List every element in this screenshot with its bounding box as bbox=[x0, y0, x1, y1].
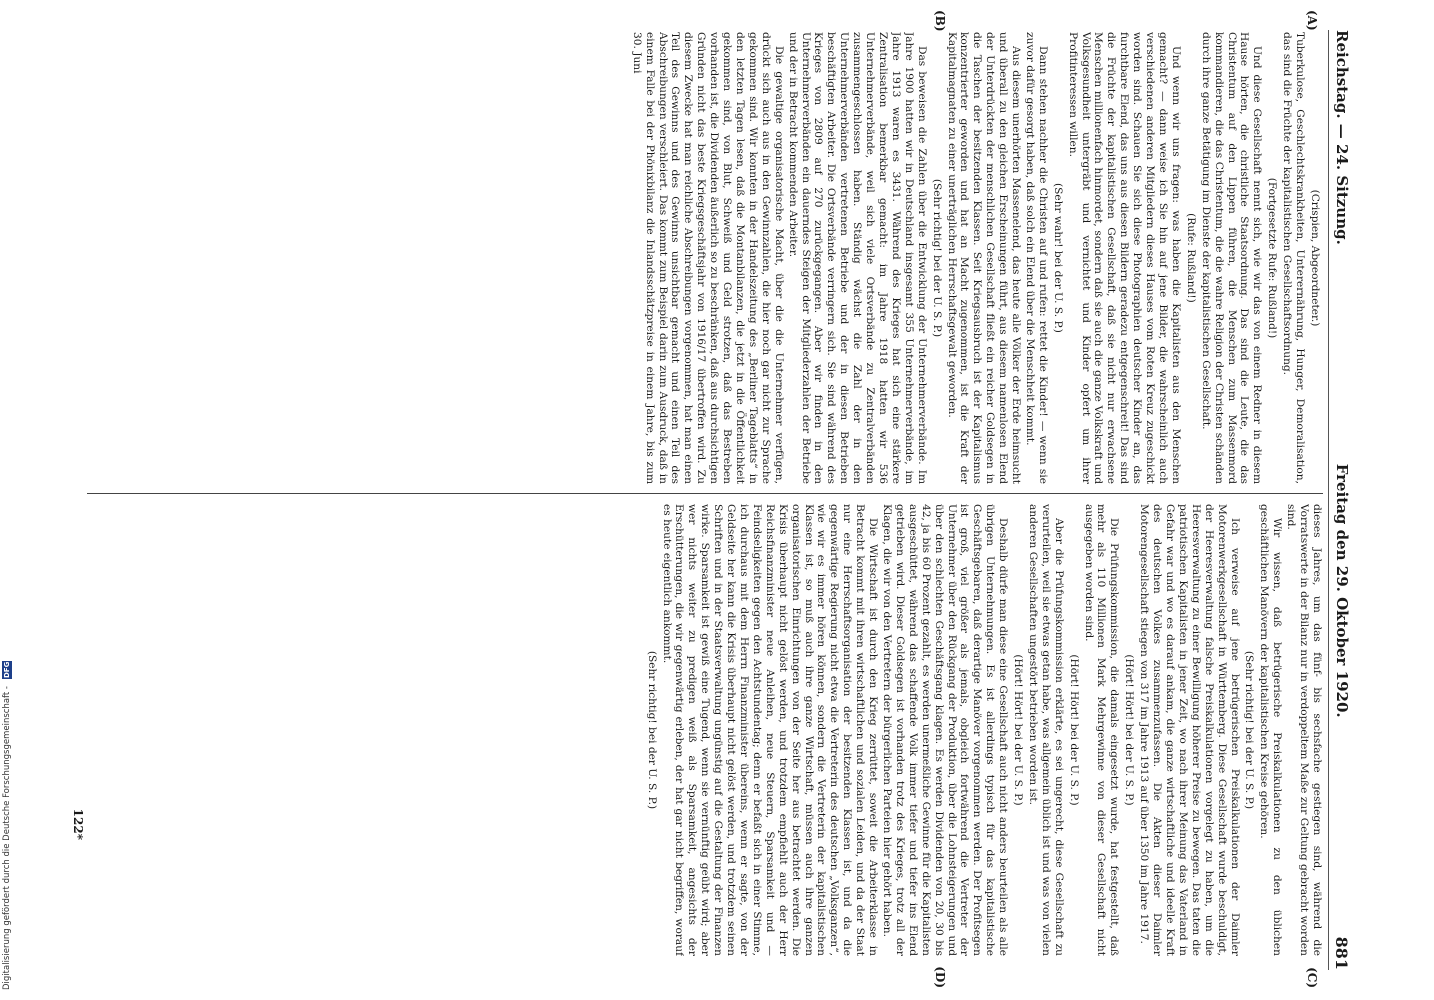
paragraph: Und wenn wir uns fragen: was haben die Kapitalisten aus den Menschen gemacht? — dann weise ich Sie hin auf jene Bilder, die wahrscheinlich auch verschiedenen anderen Mitgliedern dieses Hauses vom Roten Kreuz zugeschickt worden sind. Schauen Sie sich diese Photographien deutscher Kinder an, das furchtbare Elend, das uns aus diesen Bildern geradezu entgegenschreit! Das sind die Früchte der kapitalistischen Gesellschaft, daß sie nicht nur erwachsene Menschen millionenfach hinmordet, sondern daß sie auch die ganze Volkskraft und Volksgesundheit untergräbt und vernichtet und Kinder opfert um ihrer Profitinteressen willen. bbox=[1066, 32, 1182, 484]
interjection: (Sehr richtig! bei der U. S. P.) bbox=[645, 650, 658, 810]
margin-marker-c: (C) bbox=[1305, 967, 1319, 988]
paragraph: Und diese Gesellschaft nennt sich, wie wir das von einem Redner in diesem Hause hörten, die christliche Staatsordnung. Das sind die Leute, die das Christentum auf den Lippen führen, die Menschen zum Massenmord kommandieren, die das Christentum, die die wahre Religion der Christen schänden durch ihre ganze Betätigung im Dienste der kapitalistischen Gesellschaft. bbox=[1199, 32, 1264, 484]
header-right-title: Freitag den 29. Oktober 1920. bbox=[1333, 463, 1351, 718]
left-column bbox=[91, 32, 1323, 484]
margin-marker-b: (B) bbox=[933, 10, 947, 32]
column-divider bbox=[87, 493, 1323, 494]
paragraph: Die Prüfungskommission, die damals eingesetzt wurde, hat festgestellt, daß mehr als 110 Millionen Mark Mehrgewinne von dieser Gesellschaft nicht ausgegeben worden sind. bbox=[1082, 504, 1121, 956]
speaker-line: (Crispien, Abgeordneter.) bbox=[1309, 189, 1321, 327]
interjection: (Hört! Hört! bei der U. S. P.) bbox=[1067, 654, 1080, 806]
paragraph: Die Wirtschaft ist durch den Krieg zerrüttet, soweit die Arbeiterklasse in Betracht kommt mit ihren wirtschaftlichen und sozialen Leiden, und da der Staat nur eine Herrschaftsorganisation der besitzenden Klassen ist, und da die gegenwärtige Regierung nicht etwa die Vertreterin des deutschen „Volksganzen“, wie wir es immer hören können, sondern die Vertreterin der kapitalistischen Klassen ist, so muß auch ihre ganze Wirtschaft, müssen auch ihre ganzen organisatorischen Einrichtungen von der Seite her aus betrachtet werden. Die Krisis überhaupt nicht gelöst werden, und trotzdem empfiehlt auch der Herr Reichsfinanzminister neue Anleihen, neue Steuern, Sparsamkeit und — Feindseligkeiten gegen den Achtstundentag; denn er befaßt sich in einer Stimme, ich durchaus mit dem Herrn Finanzminister übereins, wenn er sagte, von der Geldseite her kann die Krisis überhaupt nicht gelöst werden, und trotzdem seinen Schriften und in der Staatsverwaltung ungünstig auf die Gestaltung der Finanzen wirke. Sparsamkeit ist gewiß eine Tugend, wenn sie vernünftig geübt wird; aber wer nichts weiter zu predigen weiß als Sparsamkeit, angesichts der Erschütterungen, die wir gegenwärtig erleben, der hat gar nicht begriffen, worauf es heute eigentlich ankommt. bbox=[660, 504, 880, 956]
paragraph: Deshalb dürfe man diese eine Gesellschaft auch nicht anders beurteilen als alle übrigen Unternehmungen. Es ist allerdings typisch für das kapitalistische Geschäftsgebaren, daß derartige Manöver vorgenommen werden. Der Profitsegen ist groß, viel größer als jemals, obgleich fortwährend die Vertreter der Unternehmer über den Rückgang der Produktion, über die Lohnsteigerungen und über den schlechten Geschäftsgang klagen. Es werden Dividenden von 20, 30 bis 42, ja bis 60 Prozent gezahlt, es werden unermeßliche Gewinne für die Kapitalisten ausgeschüttet, während das schaffende Volk immer tiefer und tiefer ins Elend getrieben wird. Dieser Goldsegen ist vorhanden trotz des Krieges, trotz all der Klagen, die wir von den Vertretern der bürgerlichen Parteien hier gehört haben. bbox=[881, 504, 1010, 956]
interjection: (Fortgesetzte Rufe: Rußland!) bbox=[1266, 177, 1279, 339]
paragraph: Aber die Prüfungskommission erklärte, es sei ungerecht, diese Gesellschaft zu verurteilen, weil sie etwas getan habe, was allgemein üblich ist und was von vielen anderen Gesellschaften ungestört betrieben worden ist. bbox=[1026, 504, 1065, 956]
interjection: (Sehr richtig! bei der U. S. P.) bbox=[1243, 650, 1256, 810]
interjection: (Hört! Hört! bei der U. S. P.) bbox=[1012, 654, 1025, 806]
digitization-credit bbox=[2, 460, 14, 990]
paragraph: Tuberkulose, Geschlechtskrankheiten, Unterernährung, Hunger, Demoralisation, das sind die Früchte der kapitalistischen Gesellschaftsordnung. bbox=[1281, 32, 1307, 484]
page-number: 881 bbox=[1332, 936, 1352, 970]
paragraph: Ich verweise auf jene betrügerischen Preiskalkulationen der Daimler Motorenwerkgesellschaft in Württemberg. Diese Gesellschaft wurde beschuldigt, der Heeresverwaltung falsche Preiskalkulationen vorgelegt zu haben, um die Heeresverwaltung zu einer Bewilligung höherer Preise zu bewegen. Das taten die patriotischen Kapitalisten in jener Zeit, wo nach ihrer Meinung das Vaterland in Gefahr war und wo es darauf ankam, die ganze wirtschaftliche und ideelle Kraft des deutschen Volkes zusammenzufassen. Die Akten dieser Daimler Motorengesellschaft stiegen von 317 im Jahre 1913 auf über 1350 im Jahre 1917. bbox=[1138, 504, 1241, 956]
page-header bbox=[1328, 30, 1355, 970]
page-footer-signature: 122* bbox=[71, 808, 85, 840]
interjection: (Rufe: Rußland!) bbox=[1184, 213, 1197, 303]
margin-marker-d: (D) bbox=[933, 966, 947, 988]
document-page bbox=[67, 10, 1367, 990]
interjection: (Sehr richtig! bei der U. S. P.) bbox=[930, 178, 943, 338]
paragraph: Die gewaltige organisatorische Macht, über die die Unternehmer verfügen, drückt sich auch aus in den Gewinnzahlen, die hier noch gar nicht zur Sprache gekommen sind. Wir konnten in der Handelszeitung des „Berliner Tageblatts“ in den letzten Tagen lesen, daß die Montanbilanzen, die jetzt in die Öffentlichkeit gekommen sind, von Blut, Schweiß und Geld strotzen, daß das Bestreben vorhanden ist, die Dividenden äußerlich so zu beschränken, daß aus durchsichtigen Gründen nicht das beste Kriegsgeschäftsjahr von 1916/17 übertroffen wird. Zu diesem Zwecke hat man reichliche Abschreibungen vorgenommen, hat man einen Teil des Gewinns und des Gewinns unsichtbar gemacht und einen Teil des Abschreibungen verschleiert. Das kommt zum Beispiel darin zum Ausdruck, daß in einem Falle bei der Phönixbilanz die Inlandsschätzpreise in einem Jahre, bis zum 30. Juni bbox=[630, 32, 785, 484]
paragraph: Dann stehen nachher die Christen auf und rufen: rettet die Kinder! — wenn sie zuvor dafür gesorgt haben, daß solch ein Elend über die Menschheit kommt. bbox=[1023, 32, 1049, 484]
dfg-logo: DFG bbox=[3, 661, 11, 679]
paragraph: Aus diesem unerhörten Massenelend, das heute alle Völker der Erde heimsucht und überall zu den gleichen Erscheinungen führt, aus diesem namenlosen Elend der Unterdrückten der menschlichen Gesellschaft fließt ein reicher Goldsegen in die Taschen der besitzenden Klassen. Seit Kriegsausbruch ist der Kapitalismus konzentrierter geworden und hat an Macht zugenommen, ist die Kraft der Kapitalmagnaten zu einer unerträglichen Herrschaftsgewalt geworden. bbox=[945, 32, 1023, 484]
paragraph: dieses Jahres, um das fünf- bis sechsfache gestiegen sind, während die Vorratswerte in der Bilanz nur in verdoppeltem Maße zur Geltung gebracht worden sind. bbox=[1285, 504, 1323, 956]
interjection: (Sehr wahr! bei der U. S. P.) bbox=[1051, 183, 1064, 333]
digitization-credit-text: Digitalisierung gefördert durch die Deutsche Forschungsgemeinschaft - bbox=[2, 686, 12, 990]
paragraph: Wir wissen, daß betrügerische Preiskalkulationen zu den üblichen geschäftlichen Manövern der kapitalistischen Kreise gehören. bbox=[1258, 504, 1284, 956]
right-column bbox=[91, 504, 1323, 956]
header-left-title: Reichstag. — 24. Sitzung. bbox=[1333, 30, 1351, 245]
interjection: (Hört! Hört! bei der U. S. P.) bbox=[1123, 654, 1136, 806]
paragraph: Das beweisen die Zahlen über die Entwicklung der Unternehmerverbände. Im Jahre 1900 hatten wir in Deutschland insgesamt 355 Unternehmerverbände, im Jahre 1913 waren es 3431. Während des Krieges hat sich eine stärkere Zentralisation bemerkbar gemacht: im Jahre 1918 hatten wir 536 Unternehmerverbände, weil sich viele Ortsverbände zu Zentralverbänden zusammengeschlossen haben. Ständig wächst die Zahl der in den Unternehmerverbänden vertretenen Betriebe und der in diesen Betrieben beschäftigten Arbeiter. Die Ortsverbände verringern sich. Sie sind während des Krieges von 2809 auf 270 zurückgegangen. Aber wir finden in den Unternehmerverbänden ein dauerndes Steigen der Mitgliederzahlen der Betriebe und der in Betracht kommenden Arbeiter. bbox=[786, 32, 928, 484]
margin-marker-a: (A) bbox=[1305, 10, 1319, 31]
